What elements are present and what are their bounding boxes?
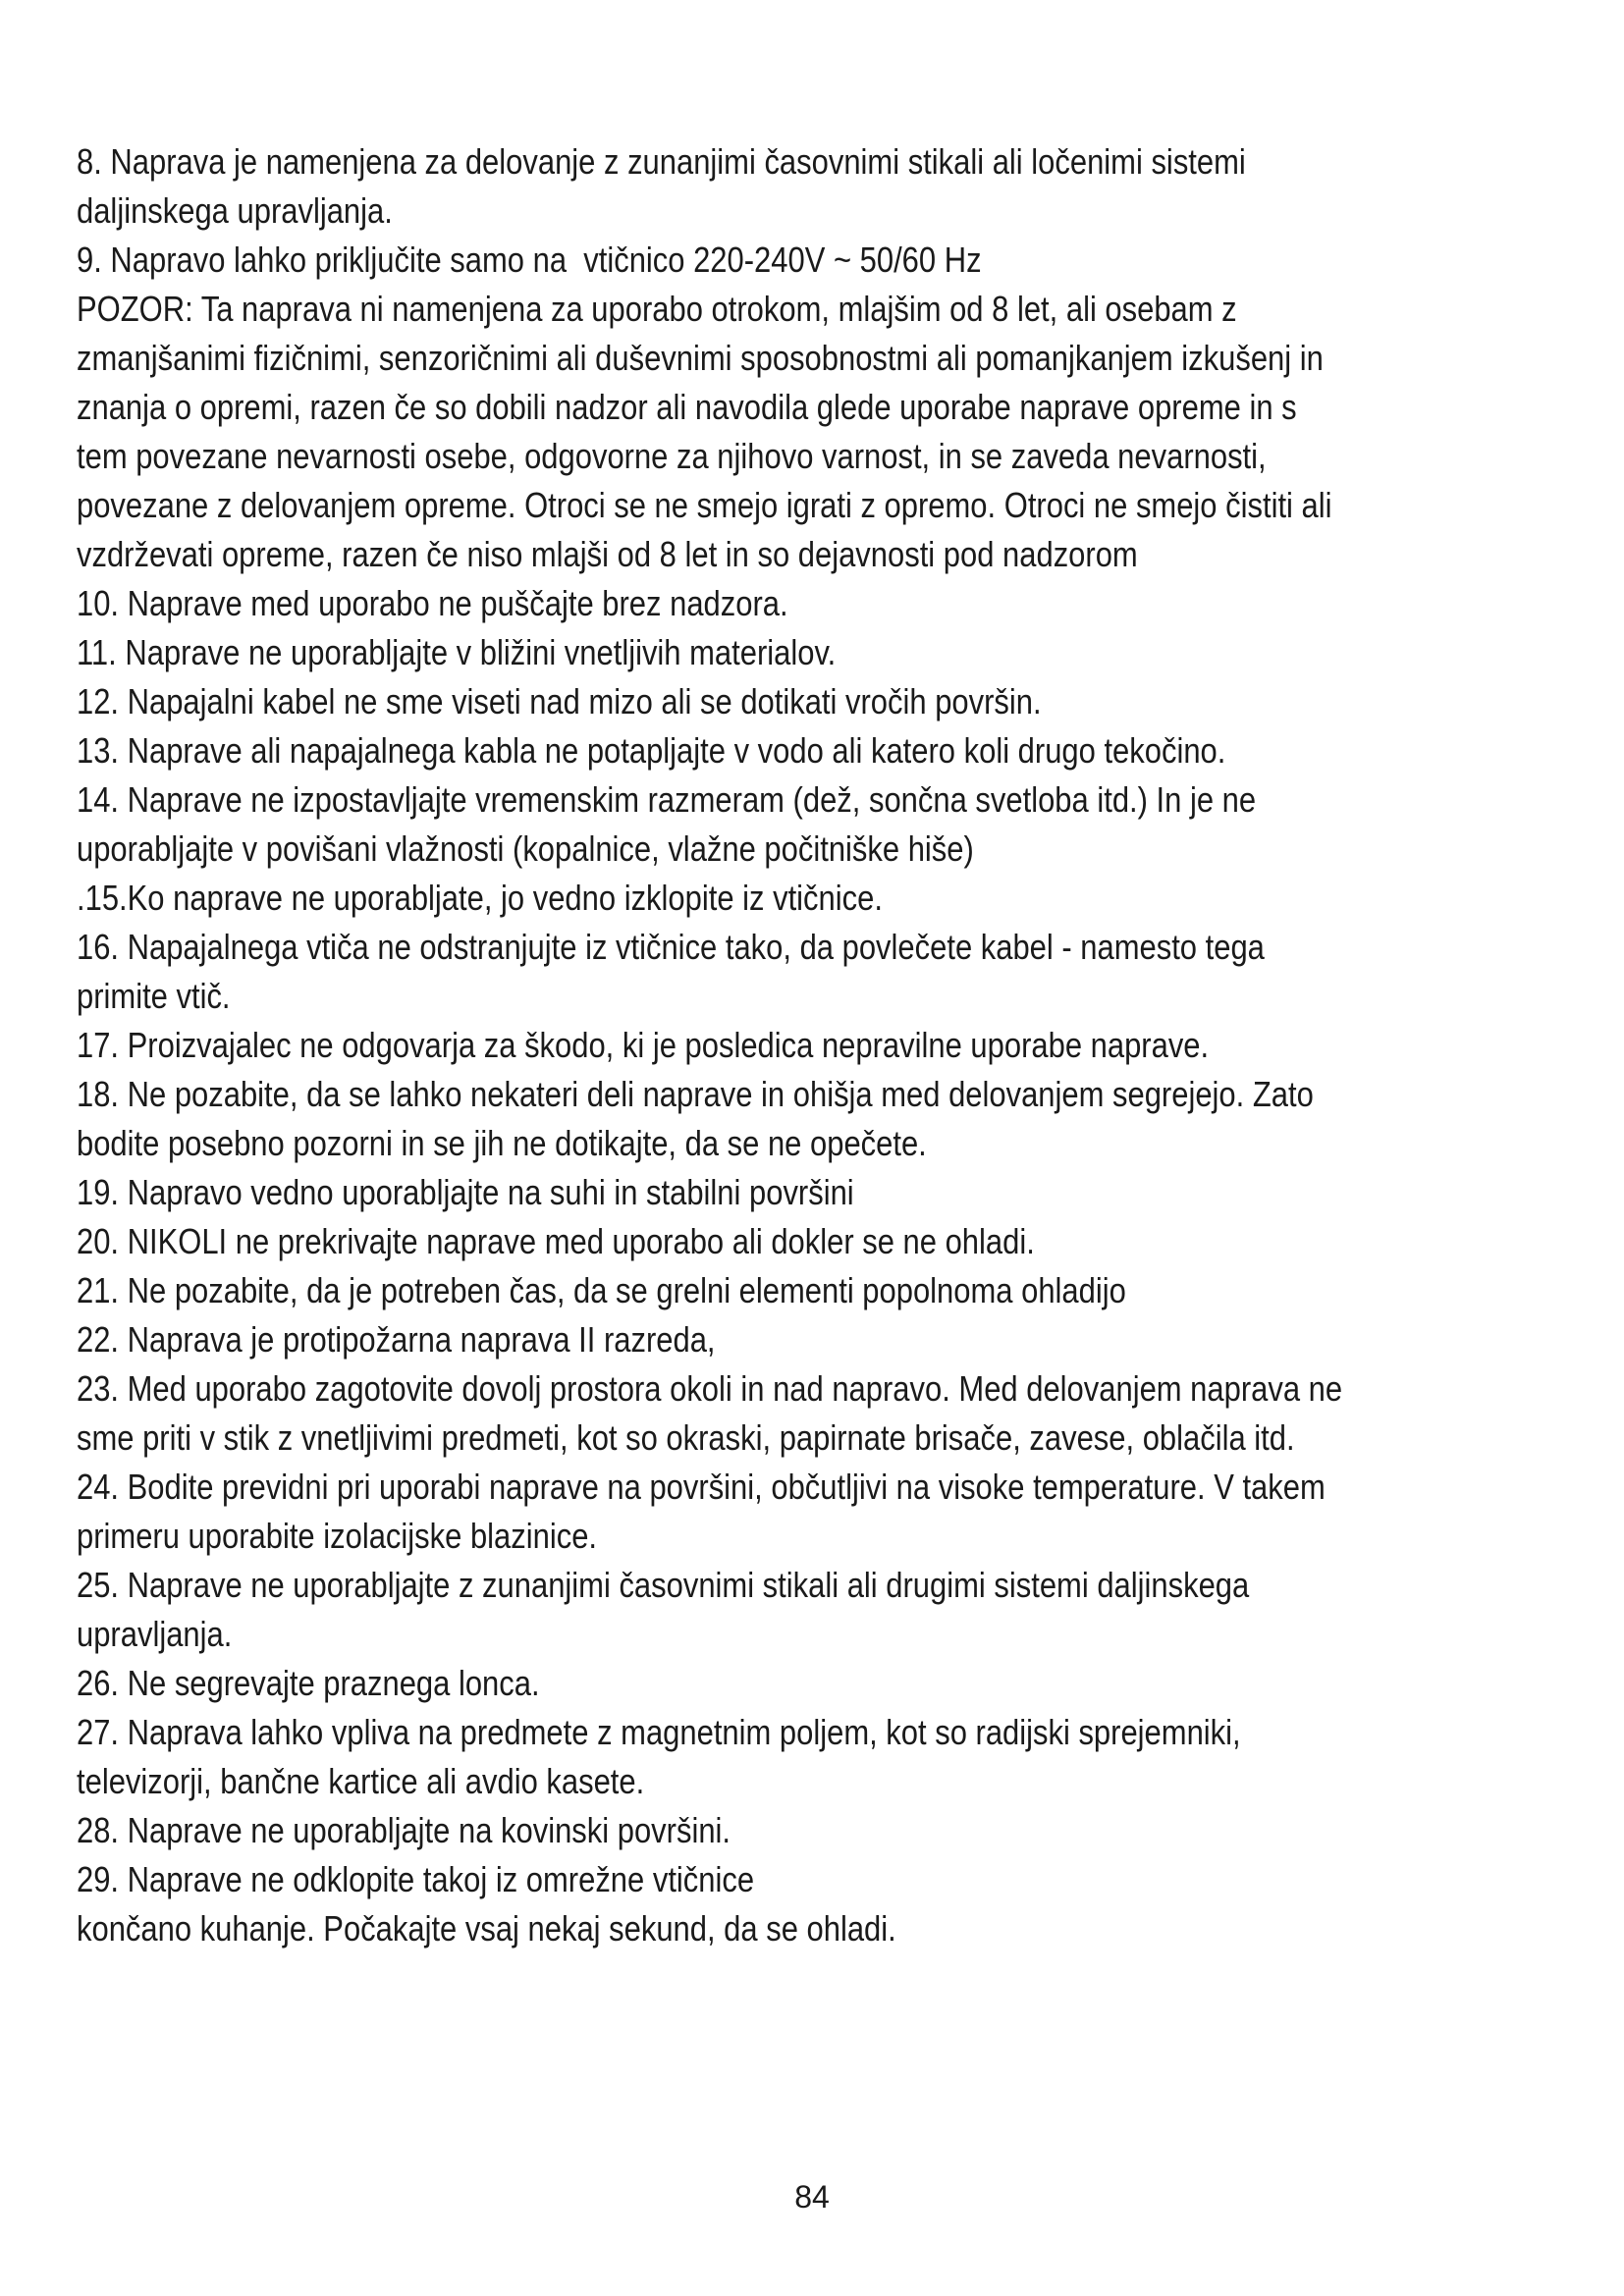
paragraph-item-10: 10. Naprave med uporabo ne puščajte brez nadzora. [77,583,788,623]
paragraph-item-16: 16. Napajalnega vtiča ne odstranjujte iz vtičnice tako, da povlečete kabel - namesto tega primite vtič. [77,927,1273,1016]
paragraph-item-18: 18. Ne pozabite, da se lahko nekateri deli naprave in ohišja med delovanjem segrejejo. Zato bodite posebno pozorni in se jih ne dotikajte, da se ne opečete. [77,1074,1323,1163]
paragraph-item-25: 25. Naprave ne uporabljajte z zunanjimi časovnimi stikali ali drugimi sistemi daljinskega upravljanja. [77,1565,1258,1654]
paragraph-item-22: 22. Naprava je protipožarna naprava II razreda, [77,1319,716,1360]
paragraph-item-20: 20. NIKOLI ne prekrivajte naprave med uporabo ali dokler se ne ohladi. [77,1221,1035,1261]
paragraph-item-21: 21. Ne pozabite, da je potreben čas, da se grelni elementi popolnoma ohladijo [77,1270,1126,1310]
paragraph-item-15: .15.Ko naprave ne uporabljate, jo vedno izklopite iz vtičnice. [77,878,883,918]
paragraph-item-19: 19. Napravo vedno uporabljajte na suhi in stabilni površini [77,1172,854,1212]
paragraph-item-29: 29. Naprave ne odklopite takoj iz omrežne vtičnice [77,1859,755,1899]
instructions-text [77,137,1351,1953]
paragraph-item-23: 23. Med uporabo zagotovite dovolj prostora okoli in nad napravo. Med delovanjem naprava ne sme priti v stik z vnetljivimi predmeti, kot so okraski, papirnate brisače, zavese, oblačila itd. [77,1368,1351,1458]
page-number: 84 [794,2179,830,2215]
paragraph-item-17: 17. Proizvajalec ne odgovarja za škodo, ki je posledica nepravilne uporabe naprave. [77,1025,1210,1065]
paragraph-item-28: 28. Naprave ne uporabljajte na kovinski površini. [77,1810,731,1850]
paragraph-item-27: 27. Naprava lahko vpliva na predmete z magnetnim poljem, kot so radijski sprejemniki, televizorji, bančne kartice ali avdio kasete. [77,1712,1250,1801]
paragraph-item-24: 24. Bodite previdni pri uporabi naprave na površini, občutljivi na visoke temperature. V takem primeru uporabite izolacijske blazinice. [77,1467,1334,1556]
paragraph-item-11: 11. Naprave ne uporabljajte v bližini vnetljivih materialov. [77,632,837,672]
paragraph-item-9: 9. Napravo lahko priključite samo na vtičnico 220-240V ~ 50/60 Hz [77,240,982,280]
paragraph-warning: POZOR: Ta naprava ni namenjena za uporabo otrokom, mlajšim od 8 let, ali osebam z zmanjšanimi fizičnimi, senzoričnimi ali duševnimi sposobnostmi ali pomanjkanjem izkušenj in znanja o opremi, razen če so dobili nadzor ali navodila glede uporabe naprave opreme in s tem povezane nevarnosti osebe, odgovorne za njihovo varnost, in se zaveda nevarnosti, povezane z delovanjem opreme. Otroci se ne smejo igrati z opremo. Otroci ne smejo čistiti ali vzdrževati opreme, razen če niso mlajši od 8 let in so dejavnosti pod nadzorom [77,289,1341,574]
paragraph-item-8: 8. Naprava je namenjena za delovanje z zunanjimi časovnimi stikali ali ločenimi sistemi daljinskega upravljanja. [77,141,1255,231]
paragraph-item-13: 13. Naprave ali napajalnega kabla ne potapljajte v vodo ali katero koli drugo tekočino. [77,730,1226,771]
paragraph-item-12: 12. Napajalni kabel ne sme viseti nad mizo ali se dotikati vročih površin. [77,681,1042,721]
paragraph-item-14: 14. Naprave ne izpostavljajte vremenskim razmeram (dež, sončna svetloba itd.) In je ne uporabljajte v povišani vlažnosti (kopalnice, vlažne počitniške hiše) [77,779,1265,869]
paragraph-continuation: končano kuhanje. Počakajte vsaj nekaj sekund, da se ohladi. [77,1908,896,1949]
paragraph-item-26: 26. Ne segrevajte praznega lonca. [77,1663,540,1703]
